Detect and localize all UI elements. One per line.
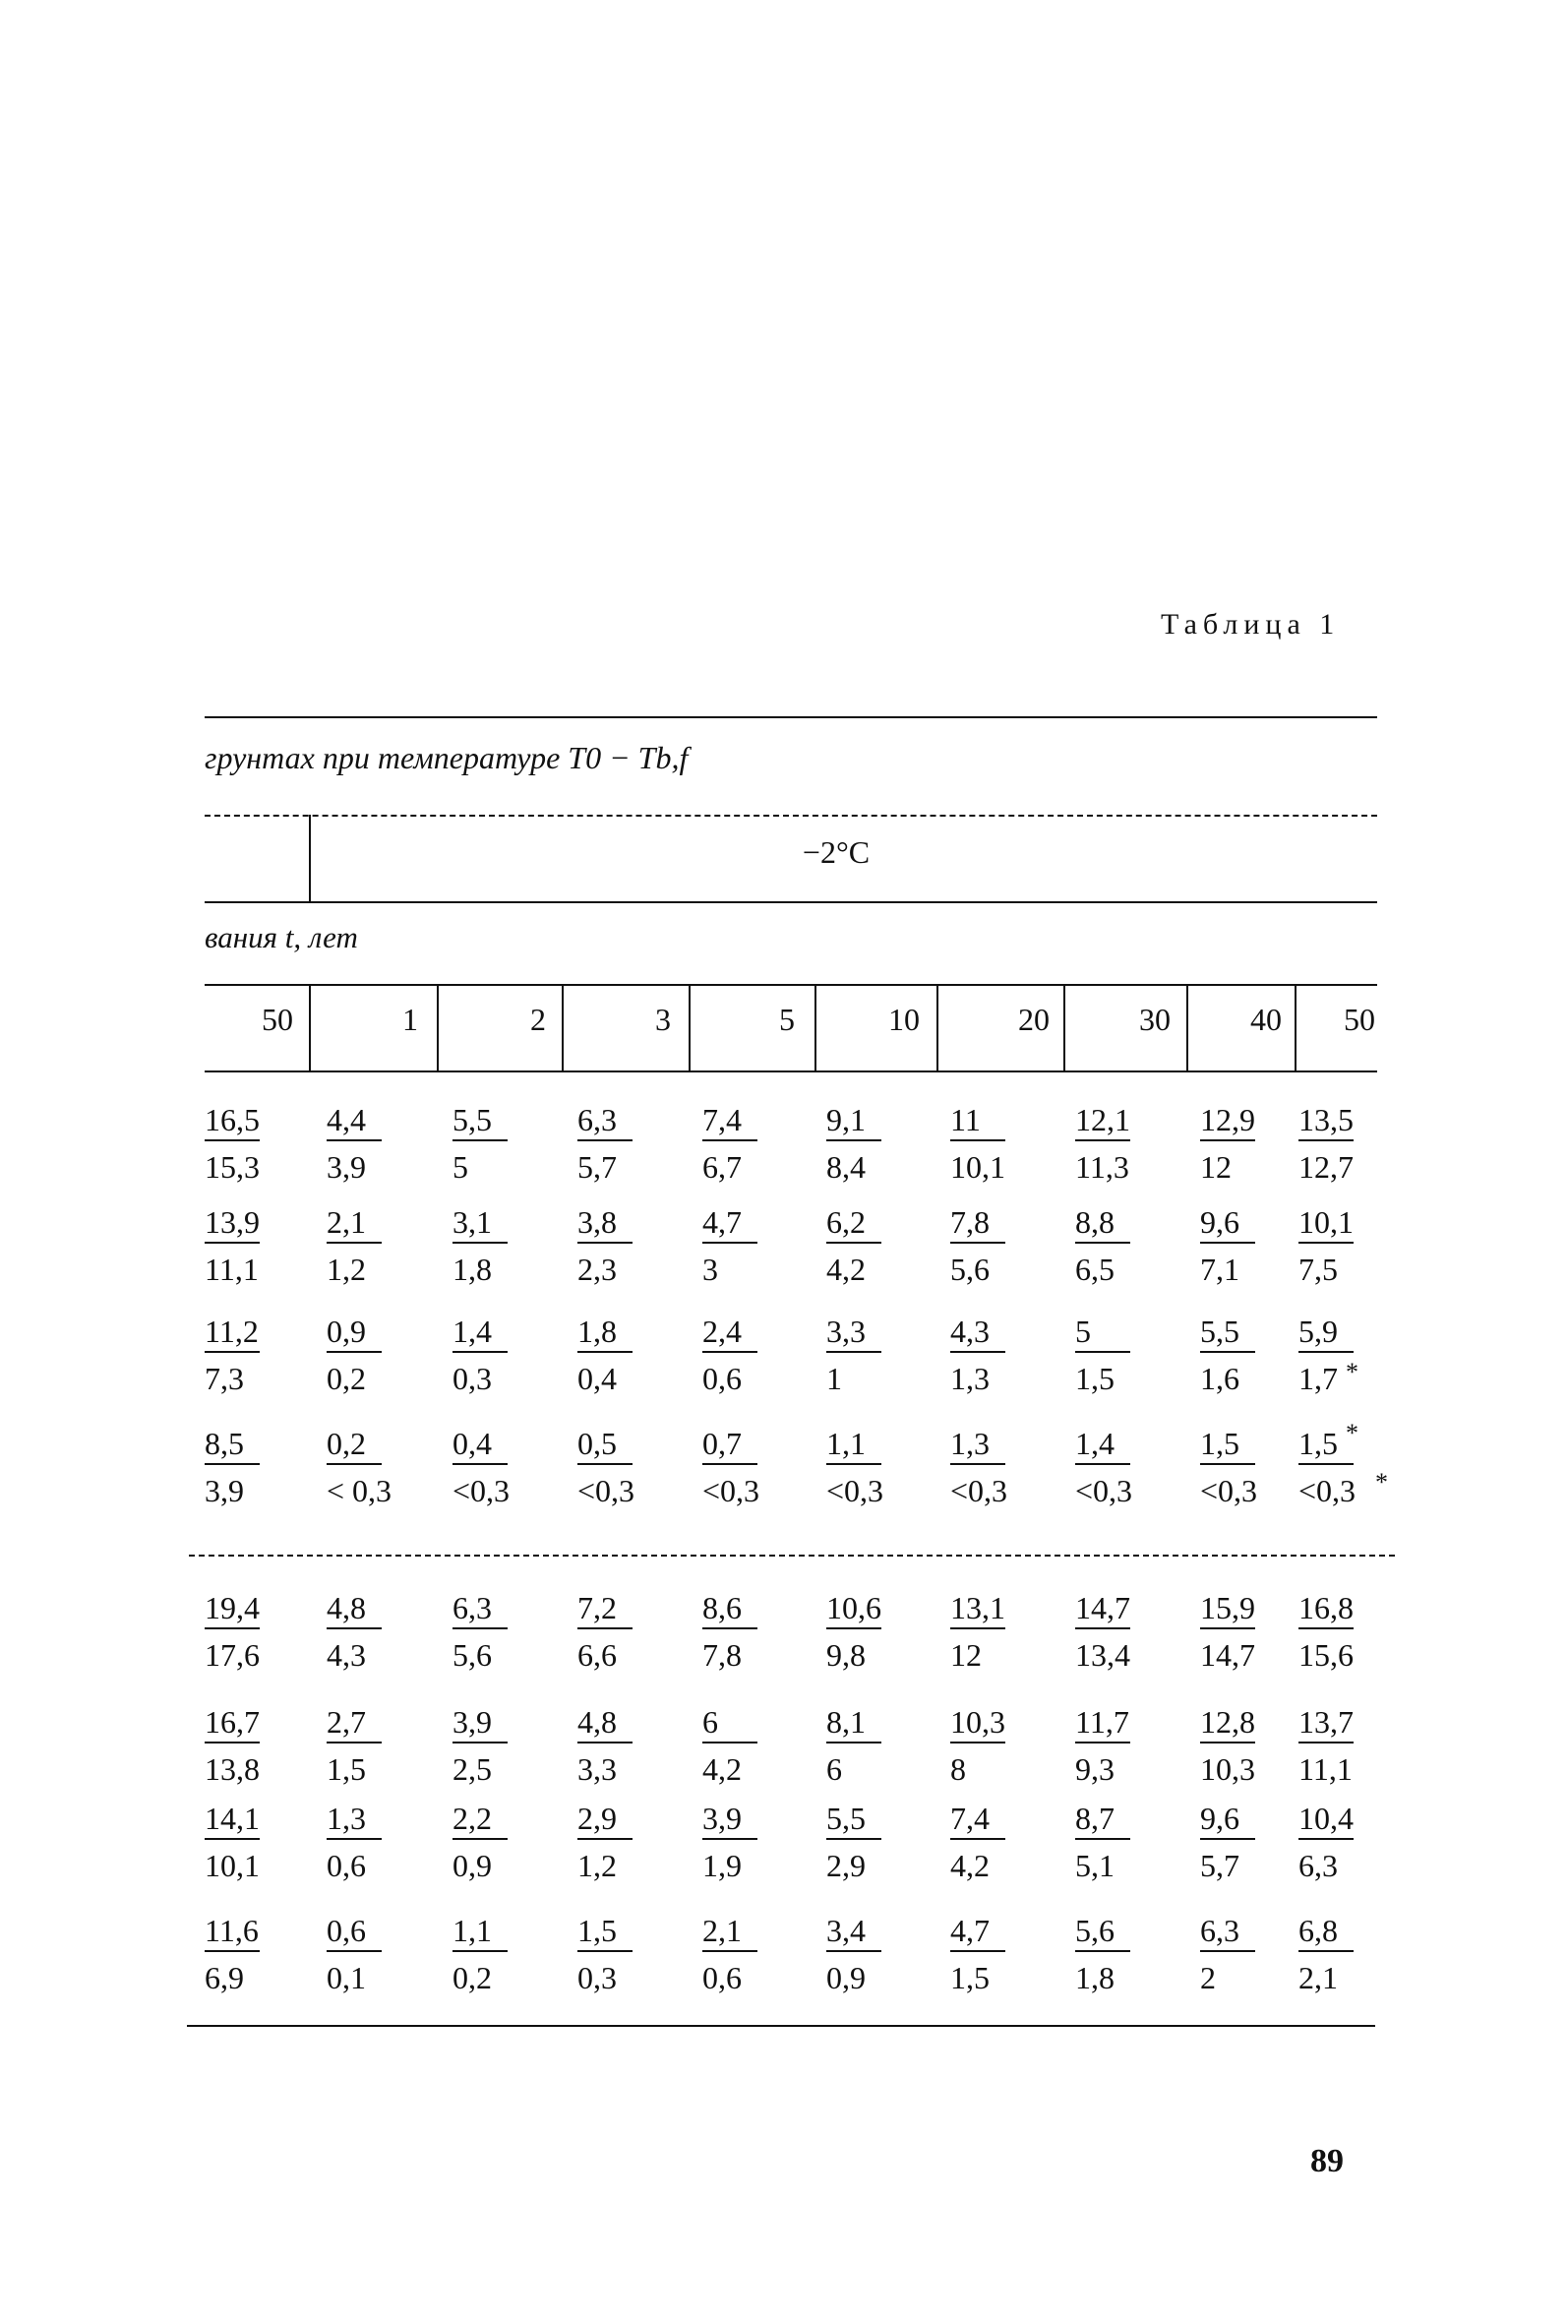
fraction-numerator: 1,3 xyxy=(327,1801,366,1836)
fraction-denominator: 12,7 xyxy=(1298,1149,1354,1185)
fraction-denominator: 12 xyxy=(1200,1149,1232,1185)
fraction-denominator: 14,7 xyxy=(1200,1637,1255,1673)
header-rule xyxy=(205,901,1377,903)
year-column-divider xyxy=(309,984,311,1070)
year-header-cell: 40 xyxy=(1250,1002,1282,1037)
fraction-denominator: 1 xyxy=(826,1361,842,1396)
fraction-numerator: 10,6 xyxy=(826,1590,881,1625)
top-rule xyxy=(205,716,1377,718)
fraction-denominator: 11,3 xyxy=(1075,1149,1129,1185)
fraction-denominator: 4,2 xyxy=(826,1252,866,1287)
fraction-numerator: 1,5 xyxy=(1200,1426,1239,1461)
year-header-cell: 30 xyxy=(1139,1002,1171,1037)
year-header-cell: 5 xyxy=(779,1002,795,1037)
fraction-denominator: 17,6 xyxy=(205,1637,260,1673)
fraction-numerator: 6,3 xyxy=(452,1590,492,1625)
fraction-cell xyxy=(950,1202,1068,1301)
fraction-numerator: 0,9 xyxy=(327,1314,366,1349)
fraction-denominator: <0,3 xyxy=(1075,1473,1133,1508)
fraction-cell xyxy=(702,1702,820,1801)
fraction-denominator: 3,9 xyxy=(205,1473,244,1508)
fraction-numerator: 7,4 xyxy=(702,1102,742,1137)
table-caption: грунтах при температуре T0 − Tb,f xyxy=(205,740,689,775)
fraction-cell xyxy=(702,1911,820,2009)
fraction-numerator: 2,2 xyxy=(452,1801,492,1836)
fraction-numerator: 12,8 xyxy=(1200,1704,1255,1740)
fraction-cell xyxy=(702,1312,820,1410)
fraction-denominator: 1,8 xyxy=(452,1252,492,1287)
fraction-denominator: 6,5 xyxy=(1075,1252,1115,1287)
fraction-denominator: 10,1 xyxy=(205,1848,260,1883)
fraction-numerator: 12,9 xyxy=(1200,1102,1255,1137)
fraction-numerator: 3,4 xyxy=(826,1913,866,1948)
footnote-asterisk: * xyxy=(1346,1358,1358,1386)
year-header-cell: 1 xyxy=(402,1002,418,1037)
year-header-cell: 20 xyxy=(1018,1002,1050,1037)
fraction-numerator: 5,5 xyxy=(452,1102,492,1137)
fraction-numerator: 6 xyxy=(702,1704,718,1740)
fraction-denominator: 7,3 xyxy=(205,1361,244,1396)
year-header-cell: 50 xyxy=(1344,1002,1375,1037)
fraction-cell xyxy=(327,1702,445,1801)
fraction-denominator: 5,7 xyxy=(1200,1848,1239,1883)
table-label: Таблица 1 xyxy=(1161,608,1341,641)
section-divider xyxy=(189,1555,1395,1557)
year-column-divider xyxy=(814,984,816,1070)
year-header-cell: 10 xyxy=(888,1002,920,1037)
fraction-denominator: 12 xyxy=(950,1637,982,1673)
fraction-numerator: 1,3 xyxy=(950,1426,990,1461)
fraction-cell xyxy=(1298,1202,1417,1301)
fraction-cell xyxy=(1075,1588,1193,1686)
fraction-cell xyxy=(452,1312,571,1410)
fraction-denominator: 1,5 xyxy=(950,1960,990,1995)
fraction-numerator: 8,1 xyxy=(826,1704,866,1740)
fraction-cell xyxy=(826,1911,944,2009)
fraction-numerator: 7,8 xyxy=(950,1204,990,1240)
year-column-divider xyxy=(1186,984,1188,1070)
fraction-numerator: 16,8 xyxy=(1298,1590,1354,1625)
fraction-cell xyxy=(205,1424,323,1522)
fraction-numerator: 0,6 xyxy=(327,1913,366,1948)
fraction-denominator: 0,2 xyxy=(452,1960,492,1995)
fraction-numerator: 16,5 xyxy=(205,1102,260,1137)
fraction-cell xyxy=(1075,1100,1193,1198)
fraction-denominator: 3,3 xyxy=(577,1751,617,1787)
fraction-cell xyxy=(1075,1202,1193,1301)
fraction-numerator: 8,8 xyxy=(1075,1204,1115,1240)
fraction-numerator: 3,8 xyxy=(577,1204,617,1240)
fraction-cell xyxy=(205,1312,323,1410)
fraction-numerator: 2,9 xyxy=(577,1801,617,1836)
fraction-cell xyxy=(452,1424,571,1522)
fraction-numerator: 8,5 xyxy=(205,1426,244,1461)
fraction-numerator: 4,8 xyxy=(577,1704,617,1740)
fraction-cell xyxy=(702,1799,820,1897)
fraction-numerator: 1,4 xyxy=(452,1314,492,1349)
fraction-denominator: 4,2 xyxy=(950,1848,990,1883)
fraction-denominator: 2,9 xyxy=(826,1848,866,1883)
fraction-denominator: 0,2 xyxy=(327,1361,366,1396)
years-bottom-rule xyxy=(205,1070,1377,1072)
fraction-numerator: 0,5 xyxy=(577,1426,617,1461)
fraction-denominator: 9,8 xyxy=(826,1637,866,1673)
fraction-cell xyxy=(577,1588,695,1686)
fraction-numerator: 9,1 xyxy=(826,1102,866,1137)
fraction-numerator: 13,7 xyxy=(1298,1704,1354,1740)
year-column-divider xyxy=(936,984,938,1070)
fraction-numerator: 4,7 xyxy=(702,1204,742,1240)
fraction-cell xyxy=(205,1911,323,2009)
fraction-numerator: 6,3 xyxy=(1200,1913,1239,1948)
fraction-denominator: 0,6 xyxy=(702,1361,742,1396)
fraction-numerator: 4,8 xyxy=(327,1590,366,1625)
fraction-cell xyxy=(452,1911,571,2009)
fraction-cell xyxy=(452,1588,571,1686)
fraction-numerator: 4,7 xyxy=(950,1913,990,1948)
year-column-divider xyxy=(1295,984,1297,1070)
fraction-numerator: 11,6 xyxy=(205,1913,259,1948)
fraction-numerator: 4,4 xyxy=(327,1102,366,1137)
fraction-numerator: 0,7 xyxy=(702,1426,742,1461)
fraction-denominator: 2,1 xyxy=(1298,1960,1338,1995)
fraction-cell xyxy=(577,1799,695,1897)
fraction-denominator: 10,3 xyxy=(1200,1751,1255,1787)
fraction-denominator: 1,3 xyxy=(950,1361,990,1396)
fraction-cell xyxy=(452,1100,571,1198)
fraction-denominator: <0,3 xyxy=(577,1473,635,1508)
fraction-numerator: 14,7 xyxy=(1075,1590,1130,1625)
fraction-cell xyxy=(1075,1799,1193,1897)
fraction-numerator: 3,9 xyxy=(452,1704,492,1740)
year-column-divider xyxy=(689,984,691,1070)
fraction-cell xyxy=(327,1424,445,1522)
fraction-cell xyxy=(327,1911,445,2009)
fraction-numerator: 1,1 xyxy=(452,1913,492,1948)
fraction-numerator: 11,2 xyxy=(205,1314,259,1349)
fraction-denominator: 1,9 xyxy=(702,1848,742,1883)
fraction-numerator: 10,3 xyxy=(950,1704,1005,1740)
fraction-numerator: 14,1 xyxy=(205,1801,260,1836)
year-column-divider xyxy=(562,984,564,1070)
fraction-cell xyxy=(327,1100,445,1198)
fraction-cell xyxy=(205,1702,323,1801)
fraction-denominator: 15,3 xyxy=(205,1149,260,1185)
fraction-denominator: 0,3 xyxy=(452,1361,492,1396)
fraction-numerator: 1,5 xyxy=(577,1913,617,1948)
fraction-denominator: <0,3 xyxy=(950,1473,1008,1508)
fraction-cell xyxy=(826,1588,944,1686)
fraction-denominator: 0,6 xyxy=(702,1960,742,1995)
fraction-denominator: 1,2 xyxy=(327,1252,366,1287)
fraction-cell xyxy=(577,1424,695,1522)
year-header-cell: 3 xyxy=(655,1002,671,1037)
fraction-cell xyxy=(950,1702,1068,1801)
fraction-cell xyxy=(577,1202,695,1301)
fraction-denominator: 8,4 xyxy=(826,1149,866,1185)
fraction-numerator: 7,4 xyxy=(950,1801,990,1836)
fraction-denominator: 7,5 xyxy=(1298,1252,1338,1287)
fraction-denominator: <0,3 xyxy=(826,1473,884,1508)
fraction-numerator: 19,4 xyxy=(205,1590,260,1625)
page-number: 89 xyxy=(1310,2143,1344,2179)
fraction-cell xyxy=(826,1312,944,1410)
fraction-denominator: 6,9 xyxy=(205,1960,244,1995)
fraction-denominator: 13,8 xyxy=(205,1751,260,1787)
fraction-cell xyxy=(950,1312,1068,1410)
fraction-denominator: 6,6 xyxy=(577,1637,617,1673)
fraction-denominator: 6,7 xyxy=(702,1149,742,1185)
footnote-asterisk: * xyxy=(1346,1419,1358,1447)
dashed-rule xyxy=(205,815,1377,817)
fraction-denominator: 4,3 xyxy=(327,1637,366,1673)
fraction-denominator: 0,9 xyxy=(452,1848,492,1883)
fraction-numerator: 3,3 xyxy=(826,1314,866,1349)
fraction-numerator: 8,7 xyxy=(1075,1801,1115,1836)
fraction-cell xyxy=(327,1799,445,1897)
years-top-rule xyxy=(205,984,1377,986)
fraction-denominator: <0,3 xyxy=(702,1473,760,1508)
fraction-cell xyxy=(826,1799,944,1897)
year-column-divider xyxy=(437,984,439,1070)
fraction-numerator: 3,1 xyxy=(452,1204,492,1240)
fraction-denominator: 6 xyxy=(826,1751,842,1787)
fraction-cell xyxy=(1298,1911,1417,2009)
fraction-cell xyxy=(950,1424,1068,1522)
fraction-numerator: 16,7 xyxy=(205,1704,260,1740)
fraction-cell xyxy=(702,1588,820,1686)
fraction-cell xyxy=(577,1911,695,2009)
fraction-cell xyxy=(950,1588,1068,1686)
fraction-denominator: 13,4 xyxy=(1075,1637,1130,1673)
fraction-numerator: 8,6 xyxy=(702,1590,742,1625)
fraction-numerator: 13,1 xyxy=(950,1590,1005,1625)
fraction-cell xyxy=(950,1911,1068,2009)
fraction-denominator: 2,5 xyxy=(452,1751,492,1787)
fraction-cell xyxy=(577,1702,695,1801)
fraction-cell xyxy=(1075,1911,1193,2009)
fraction-denominator: 5,6 xyxy=(452,1637,492,1673)
fraction-denominator: 7,1 xyxy=(1200,1252,1239,1287)
fraction-numerator: 9,6 xyxy=(1200,1204,1239,1240)
fraction-numerator: 1,8 xyxy=(577,1314,617,1349)
fraction-numerator: 3,9 xyxy=(702,1801,742,1836)
fraction-numerator: 1,1 xyxy=(826,1426,866,1461)
fraction-numerator: 13,9 xyxy=(205,1204,260,1240)
header-divider xyxy=(309,815,311,901)
fraction-cell xyxy=(327,1202,445,1301)
fraction-numerator: 10,1 xyxy=(1298,1204,1354,1240)
fraction-denominator: 4,2 xyxy=(702,1751,742,1787)
fraction-cell xyxy=(1298,1702,1417,1801)
fraction-denominator: 1,8 xyxy=(1075,1960,1115,1995)
fraction-numerator: 2,7 xyxy=(327,1704,366,1740)
fraction-cell xyxy=(1075,1424,1193,1522)
fraction-denominator: 5,7 xyxy=(577,1149,617,1185)
fraction-denominator: 1,5 xyxy=(327,1751,366,1787)
fraction-numerator: 5,6 xyxy=(1075,1913,1115,1948)
fraction-denominator: 10,1 xyxy=(950,1149,1005,1185)
fraction-denominator: 5,6 xyxy=(950,1252,990,1287)
fraction-numerator: 9,6 xyxy=(1200,1801,1239,1836)
fraction-cell xyxy=(205,1588,323,1686)
fraction-denominator: 5 xyxy=(452,1149,468,1185)
fraction-numerator: 6,2 xyxy=(826,1204,866,1240)
fraction-cell xyxy=(452,1202,571,1301)
fraction-denominator: 0,9 xyxy=(826,1960,866,1995)
fraction-cell xyxy=(1298,1799,1417,1897)
fraction-denominator: 0,3 xyxy=(577,1960,617,1995)
temperature-header: −2°C xyxy=(802,834,871,870)
fraction-numerator: 2,4 xyxy=(702,1314,742,1349)
fraction-numerator: 11 xyxy=(950,1102,981,1137)
fraction-cell xyxy=(826,1424,944,1522)
fraction-denominator: 6,3 xyxy=(1298,1848,1338,1883)
fraction-numerator: 1,5 xyxy=(1298,1426,1338,1461)
fraction-denominator: 0,4 xyxy=(577,1361,617,1396)
fraction-cell xyxy=(702,1424,820,1522)
year-column-divider xyxy=(1063,984,1065,1070)
fraction-denominator: 1,7 xyxy=(1298,1361,1338,1396)
fraction-numerator: 2,1 xyxy=(702,1913,742,1948)
fraction-numerator: 11,7 xyxy=(1075,1704,1129,1740)
fraction-denominator: 15,6 xyxy=(1298,1637,1354,1673)
fraction-denominator: 3,9 xyxy=(327,1149,366,1185)
fraction-numerator: 6,8 xyxy=(1298,1913,1338,1948)
fraction-numerator: 6,3 xyxy=(577,1102,617,1137)
fraction-denominator: 7,8 xyxy=(702,1637,742,1673)
bottom-rule xyxy=(187,2025,1375,2027)
fraction-cell xyxy=(327,1588,445,1686)
fraction-numerator: 12,1 xyxy=(1075,1102,1130,1137)
fraction-denominator: <0,3 xyxy=(452,1473,511,1508)
fraction-numerator: 5 xyxy=(1075,1314,1091,1349)
fraction-cell xyxy=(1075,1702,1193,1801)
fraction-numerator: 5,5 xyxy=(1200,1314,1239,1349)
fraction-denominator: 5,1 xyxy=(1075,1848,1115,1883)
fraction-denominator: 1,6 xyxy=(1200,1361,1239,1396)
fraction-cell xyxy=(577,1312,695,1410)
fraction-numerator: 10,4 xyxy=(1298,1801,1354,1836)
fraction-cell xyxy=(950,1100,1068,1198)
fraction-numerator: 2,1 xyxy=(327,1204,366,1240)
fraction-denominator: 3 xyxy=(702,1252,718,1287)
fraction-denominator: 2,3 xyxy=(577,1252,617,1287)
fraction-cell xyxy=(826,1100,944,1198)
fraction-denominator: 1,5 xyxy=(1075,1361,1115,1396)
fraction-cell xyxy=(702,1202,820,1301)
fraction-cell xyxy=(577,1100,695,1198)
fraction-denominator: 0,6 xyxy=(327,1848,366,1883)
fraction-cell xyxy=(1075,1312,1193,1410)
fraction-cell xyxy=(452,1799,571,1897)
fraction-numerator: 0,4 xyxy=(452,1426,492,1461)
fraction-numerator: 5,9 xyxy=(1298,1314,1338,1349)
year-header-cell: 50 xyxy=(262,1002,293,1037)
fraction-cell xyxy=(826,1202,944,1301)
fraction-denominator: 0,1 xyxy=(327,1960,366,1995)
fraction-denominator: 8 xyxy=(950,1751,966,1787)
fraction-cell xyxy=(205,1799,323,1897)
fraction-denominator: 9,3 xyxy=(1075,1751,1115,1787)
fraction-denominator: <0,3 xyxy=(1200,1473,1258,1508)
fraction-numerator: 13,5 xyxy=(1298,1102,1354,1137)
fraction-cell xyxy=(1298,1100,1417,1198)
fraction-cell xyxy=(205,1202,323,1301)
fraction-numerator: 4,3 xyxy=(950,1314,990,1349)
fraction-cell xyxy=(826,1702,944,1801)
fraction-denominator: 1,2 xyxy=(577,1848,617,1883)
fraction-denominator: < 0,3 xyxy=(327,1473,392,1508)
fraction-cell xyxy=(1298,1588,1417,1686)
fraction-denominator: 11,1 xyxy=(205,1252,259,1287)
fraction-cell xyxy=(950,1799,1068,1897)
footnote-asterisk: * xyxy=(1375,1468,1388,1497)
year-header-cell: 2 xyxy=(530,1002,546,1037)
fraction-numerator: 0,2 xyxy=(327,1426,366,1461)
fraction-cell xyxy=(452,1702,571,1801)
fraction-cell xyxy=(327,1312,445,1410)
fraction-numerator: 1,4 xyxy=(1075,1426,1115,1461)
fraction-denominator: 2 xyxy=(1200,1960,1216,1995)
fraction-cell xyxy=(205,1100,323,1198)
fraction-numerator: 7,2 xyxy=(577,1590,617,1625)
period-label: вания t, лет xyxy=(205,920,358,954)
fraction-cell xyxy=(702,1100,820,1198)
fraction-denominator: 11,1 xyxy=(1298,1751,1353,1787)
fraction-denominator: <0,3 xyxy=(1298,1473,1357,1508)
fraction-numerator: 5,5 xyxy=(826,1801,866,1836)
fraction-numerator: 15,9 xyxy=(1200,1590,1255,1625)
